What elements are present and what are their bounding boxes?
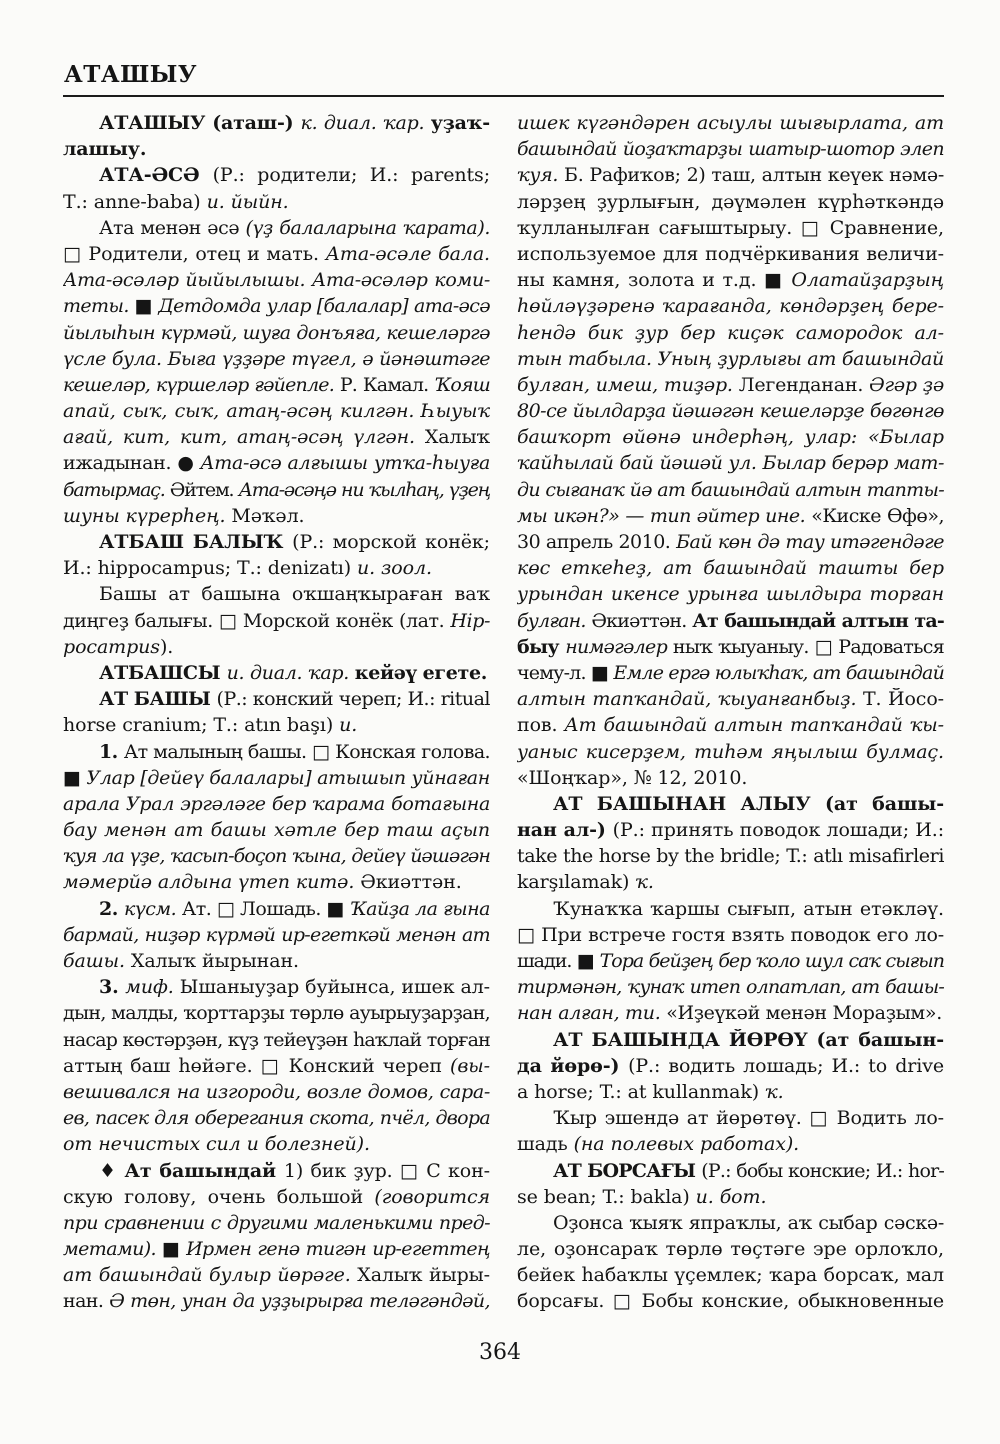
text-run: И.: hippocampus; Т.: denizatı) xyxy=(63,557,357,580)
text-run: Әйтем. xyxy=(169,478,239,501)
text-run: 2. xyxy=(99,897,125,920)
text-run: үсле була. Быға үҙҙәре түгел, ә йәнәштәге xyxy=(63,347,490,370)
text-run: ҡ. xyxy=(635,871,654,894)
text-run: ). xyxy=(159,635,174,658)
text-run: апай, сыҡ, сыҡ, атаң-әсәң килгән. Һыуыҡ xyxy=(63,400,490,423)
text-run: и. бот. xyxy=(695,1185,767,1208)
text-line xyxy=(63,1238,490,1264)
text-line xyxy=(517,583,944,609)
text-run: бейек һабаҡлы үҫемлек; ҡара борсаҡ, мал xyxy=(517,1264,944,1287)
text-run: ат башындай булыр йөрәге. xyxy=(63,1264,358,1287)
text-run: да йөрө-) xyxy=(517,1054,629,1077)
text-run: көс еткеһеҙ, ат башындай ташты бер xyxy=(517,557,944,580)
text-line xyxy=(63,531,490,557)
text-run: АТБАШ БАЛЫҠ xyxy=(99,531,293,553)
text-run: a horse; T.: at kullanmak) xyxy=(517,1080,766,1103)
text-line xyxy=(63,1264,490,1290)
text-line xyxy=(517,1290,944,1316)
text-line xyxy=(517,400,944,426)
text-line xyxy=(517,374,944,400)
text-run: кешеләр, күршеләр ғәйепле. xyxy=(63,373,340,396)
text-run: Ата менән әсә xyxy=(99,216,246,239)
text-run: АТ БАШЫ xyxy=(99,688,217,711)
text-run: ■ xyxy=(162,1238,187,1261)
text-run: Олатайҙарҙың xyxy=(791,269,944,292)
text-run: Бай көн дә тау итәгендәге xyxy=(676,531,944,553)
text-run: уаныс кисерҙем, тиһәм яңылыш булмаҫ. xyxy=(517,740,944,763)
text-run: ҡ. xyxy=(765,1080,784,1103)
text-run: Легенданан. xyxy=(738,373,870,396)
text-run: ижадынан. ● xyxy=(63,452,201,475)
text-line xyxy=(63,662,490,688)
text-run: и. xyxy=(339,714,358,737)
text-run: АТ БАШЫНДА ЙӨРӨҮ (ат башын- xyxy=(553,1028,944,1051)
text-run: аттың баш һөйәге. □ Конский череп xyxy=(63,1054,451,1077)
text-line xyxy=(517,348,944,374)
text-line xyxy=(517,819,944,845)
text-run: от нечистых сил и болезней). xyxy=(63,1133,370,1156)
text-run: Ҡунаҡҡа ҡаршы сығып, атын етәкләү. xyxy=(553,897,944,920)
text-line xyxy=(63,269,490,295)
text-run: horse cranium; Т.: atın başı) xyxy=(63,714,340,737)
text-line xyxy=(63,1029,490,1055)
text-run: Башы ат башына оҡшаңҡыраған ваҡ xyxy=(99,583,490,606)
text-run: Ышаныуҙар буйынса, ишек ал- xyxy=(179,976,490,999)
text-run: □ При встрече гостя взять поводок его ло- xyxy=(517,923,944,946)
text-run: ишек күгәндәрен асыулы шығырлата, ат xyxy=(517,112,944,134)
text-run: 1) бик ҙур. □ С кон- xyxy=(283,1159,490,1182)
text-line xyxy=(63,767,490,793)
text-run: дын, малды, ҡорттарҙы төрлө ауырыуҙарҙан, xyxy=(63,1002,490,1025)
text-line xyxy=(517,269,944,295)
text-line xyxy=(63,688,490,714)
text-line xyxy=(517,741,944,767)
text-run: миф. xyxy=(125,976,180,999)
text-run: Ат башындай алтын та- xyxy=(692,609,944,632)
text-line xyxy=(517,112,944,138)
text-run: ев, пасек для оберегания скота, пчёл, двора xyxy=(63,1107,490,1130)
text-run: «Шоңҡар», № 12, 2010. xyxy=(517,766,748,789)
text-line xyxy=(517,1081,944,1107)
text-run: Оҙонса ҡыяҡ япраҡлы, аҡ сыбар сәскә- xyxy=(553,1211,944,1234)
text-line xyxy=(517,1002,944,1028)
text-run: «Киске Өфө», xyxy=(811,504,944,527)
text-run: АТАШЫУ (аташ-) xyxy=(99,112,301,134)
text-run: Р. Камал. xyxy=(339,373,435,396)
text-run: Халыҡ xyxy=(424,426,490,449)
text-line xyxy=(517,610,944,636)
text-run: Т.: anne-baba) xyxy=(63,190,207,213)
text-run: ■ xyxy=(134,295,159,318)
text-run: Ат башындай алтын тапҡандай ҡы- xyxy=(564,714,944,737)
text-line xyxy=(63,138,490,164)
text-line xyxy=(63,898,490,924)
text-line xyxy=(63,1212,490,1238)
text-run: (Р.: морской конёк; xyxy=(292,531,490,553)
text-run: вешивался на изгороди, возле домов, сара- xyxy=(63,1080,490,1103)
text-run: Мәҡәл. xyxy=(231,504,305,527)
text-line xyxy=(517,452,944,478)
text-line xyxy=(63,1186,490,1212)
text-run: мы икән?» — тип әйтер ине. xyxy=(517,504,812,527)
text-run: башы. xyxy=(63,950,131,972)
text-line xyxy=(63,741,490,767)
text-line xyxy=(63,112,490,138)
text-run: шадь xyxy=(517,1133,574,1156)
text-line xyxy=(517,1264,944,1290)
text-line xyxy=(63,374,490,400)
text-line xyxy=(63,191,490,217)
text-line xyxy=(517,950,944,976)
page-number: 364 xyxy=(479,1340,521,1365)
text-run: Ҡайҙа ла ғына xyxy=(349,897,490,920)
text-run: ди сығанаҡ йә ат башындай алтын тапты- xyxy=(517,478,944,501)
text-line xyxy=(63,348,490,374)
text-run: Емле ергә юлыҡһаҡ, ат башындай xyxy=(613,661,944,684)
text-line xyxy=(63,924,490,950)
text-run: ♦ xyxy=(99,1159,125,1182)
text-line xyxy=(517,1238,944,1264)
text-run: шуны күрерһең. xyxy=(63,504,232,527)
text-run: (Р.: водить лошадь; И.: to drive xyxy=(628,1054,944,1077)
text-run: Ата-әсәңә ни ҡылһаң, үҙең xyxy=(238,478,490,501)
text-run: ҡуя. xyxy=(517,164,565,187)
text-run: ҡуя ла үҙе, ҡасып-боҫоп ҡына, дейеү йәшәгән xyxy=(63,845,490,868)
text-run: ■ xyxy=(63,766,87,789)
text-line xyxy=(517,845,944,871)
text-run: нан алған, ти. xyxy=(517,1002,667,1025)
text-line xyxy=(63,1055,490,1081)
text-run: ныҡ ҡыуаныу. □ Радоваться xyxy=(672,635,944,658)
text-run: ны камня, золота и т.д. ■ xyxy=(517,269,792,292)
text-run: Т. Йосо- xyxy=(862,688,944,711)
text-run: Ҡояш xyxy=(434,373,490,396)
text-run: Халыҡ йырынан. xyxy=(130,950,299,972)
text-run: Детдомда улар [балалар] ата-әсә xyxy=(158,295,490,318)
text-run: se bean; T.: bakla) xyxy=(517,1185,696,1208)
text-line xyxy=(517,793,944,819)
text-line xyxy=(63,479,490,505)
text-run: к. диал. ҡар. xyxy=(300,112,431,134)
text-line xyxy=(63,714,490,740)
text-run: 80-се йылдарҙа йәшәгән кешеләрҙе бөгөнгө xyxy=(517,400,944,423)
text-run: (Р.: конский череп; И.: ritual xyxy=(216,688,490,711)
text-run: нан. xyxy=(63,1290,110,1313)
text-run: мәмерйә алдына үтеп китә. xyxy=(63,871,361,894)
text-run: Халыҡ йыры- xyxy=(357,1264,490,1287)
text-line xyxy=(63,793,490,819)
text-line xyxy=(63,400,490,426)
text-run: скую голову, очень большой xyxy=(63,1185,375,1208)
column-right xyxy=(517,112,944,1317)
text-line xyxy=(517,217,944,243)
text-line xyxy=(517,295,944,321)
text-line xyxy=(63,1160,490,1186)
text-line xyxy=(517,924,944,950)
text-line xyxy=(517,1212,944,1238)
text-line xyxy=(517,1133,944,1159)
text-line xyxy=(517,636,944,662)
text-run: нимәгәлер xyxy=(565,635,673,658)
text-run: и. зоол. xyxy=(356,557,432,580)
text-line xyxy=(63,295,490,321)
text-run: уҙаҡ- xyxy=(430,112,490,134)
text-line xyxy=(517,426,944,452)
text-run: башҡорт өйөнә индерһәң, улар: «Былар xyxy=(517,426,944,449)
text-line xyxy=(517,322,944,348)
text-line xyxy=(517,688,944,714)
text-run: Тора бейҙең бер ҡоло шул саҡ сығып xyxy=(599,950,944,972)
text-run: насар көстәрҙән, күҙ тейеүҙән һаҡлай торған xyxy=(63,1028,490,1051)
text-line xyxy=(63,1290,490,1316)
text-run: күсм. xyxy=(124,897,182,920)
text-run: булған, имеш, тиҙәр. xyxy=(517,373,739,396)
text-run: Әкиәттән. xyxy=(591,609,693,632)
text-line xyxy=(517,662,944,688)
text-line xyxy=(517,243,944,269)
text-run: булған. xyxy=(517,609,592,632)
text-line xyxy=(63,583,490,609)
header-rule xyxy=(63,95,944,97)
text-run: йылыһын күрмәй, шуға донъяға, кешеләргә xyxy=(63,321,490,344)
text-line xyxy=(517,714,944,740)
text-run: ҡайһылай бай йәшәй ул. Былар берәр мат- xyxy=(517,452,944,475)
text-run: и. диал. ҡар. xyxy=(226,661,355,684)
text-run: арала Урал эргәләге бер ҡарама ботағына xyxy=(63,792,490,815)
text-line xyxy=(517,479,944,505)
text-run: Ҡыр эшендә ат йөрөтөү. □ Водить ло- xyxy=(553,1107,944,1130)
text-line xyxy=(517,1107,944,1133)
text-line xyxy=(517,767,944,793)
text-run: Улар [дейеү балалары] атышып уйнаған xyxy=(86,766,490,789)
text-line xyxy=(63,845,490,871)
text-run: Ата-әсә алғышы утҡа-һыуға xyxy=(200,452,490,475)
text-run: һендә бик ҙур бер киҫәк самородок ал- xyxy=(517,321,944,344)
text-line xyxy=(517,1186,944,1212)
text-run: шади. ■ xyxy=(517,950,600,972)
text-run: урындан икенсе урынға шылдыра торған xyxy=(517,583,944,606)
text-run: (вы- xyxy=(450,1054,490,1077)
text-line xyxy=(63,1133,490,1159)
text-run: pocampus xyxy=(63,635,160,658)
text-run: Ат. □ Лошадь. ■ xyxy=(181,897,350,920)
text-line xyxy=(517,531,944,557)
text-line xyxy=(63,1081,490,1107)
text-line xyxy=(63,217,490,243)
text-line xyxy=(63,976,490,1002)
text-run: «Иҙеүкәй менән Мораҙым». xyxy=(666,1002,942,1025)
text-run: (үҙ балаларына ҡарата). xyxy=(245,216,490,239)
text-run: 1. xyxy=(99,740,124,763)
text-line xyxy=(63,819,490,845)
text-run: теты. xyxy=(63,295,135,318)
text-run: АТ БОРСАҒЫ xyxy=(553,1159,702,1182)
text-run: АТА-ӘСӘ xyxy=(99,164,213,187)
text-line xyxy=(517,1055,944,1081)
text-run: 30 апрель 2010. xyxy=(517,531,677,553)
text-line xyxy=(517,191,944,217)
text-run: лашыу. xyxy=(63,138,147,161)
text-run: ағай, кит, кит, атаң-әсәң үлгән. xyxy=(63,426,425,449)
text-line xyxy=(63,636,490,662)
text-run: алтын тапҡандай, ҡыуанғанбыҙ. xyxy=(517,688,863,711)
text-line xyxy=(517,164,944,190)
text-run: диңгеҙ балығы. □ Морской конёк (лат. xyxy=(63,609,451,632)
text-run: чему-л. ■ xyxy=(517,661,614,684)
text-run: нан ал-) xyxy=(517,819,613,842)
text-line xyxy=(517,1160,944,1186)
text-line xyxy=(517,505,944,531)
text-line xyxy=(517,557,944,583)
text-run: быу xyxy=(517,635,566,658)
text-run: и. йыйн. xyxy=(206,190,289,213)
running-head: АТАШЫУ xyxy=(64,61,198,88)
text-run: ле, оҙонсараҡ төрлө төҫтәге эре орлоҡло, xyxy=(517,1238,944,1261)
text-line xyxy=(63,1002,490,1028)
text-run: пов. xyxy=(517,714,565,737)
text-line xyxy=(63,950,490,976)
text-run: Ата-әсәле бала. xyxy=(325,242,490,265)
text-run: метами). xyxy=(63,1238,163,1261)
text-run: тын табыла. Уның ҙурлығы ат башындай xyxy=(517,347,944,370)
text-run: Әкиәттән. xyxy=(360,871,462,894)
text-run: Ата-әсәләр йыйылышы. Ата-әсәләр коми- xyxy=(63,269,490,292)
text-line xyxy=(63,164,490,190)
text-run: Ат малының башы. □ Конская голова. xyxy=(123,740,490,763)
text-run: karşılamak) xyxy=(517,871,636,894)
text-run: take the horse by the bridle; T.: atlı misafirleri xyxy=(517,845,944,868)
text-run: □ Родители, отец и мать. xyxy=(63,242,326,265)
text-run: ләрҙең ҙурлығын, дәүмәлен күрһәткәндә xyxy=(517,190,944,213)
text-line xyxy=(63,243,490,269)
text-run: Ирмен генә тигән ир-егеттең xyxy=(186,1238,490,1261)
text-line xyxy=(63,452,490,478)
text-run: бау менән ат башы хәтле бер таш аҫып xyxy=(63,819,490,842)
text-run: (Р.: родители; И.: parents; xyxy=(212,164,490,187)
text-run: Ә төн, унан да уҙҙырырға теләгәндәй, xyxy=(109,1290,490,1313)
text-run: при сравнении с другими маленькими пред- xyxy=(63,1211,490,1234)
text-line xyxy=(517,871,944,897)
text-line xyxy=(63,426,490,452)
text-line xyxy=(63,557,490,583)
text-run: Ат башындай xyxy=(124,1159,284,1182)
text-run: борсағы. □ Бобы конские, обыкновенные xyxy=(517,1290,944,1313)
column-left xyxy=(63,112,490,1317)
text-run: тирмәнән, ҡунаҡ итеп олпатлап, ат башы- xyxy=(517,976,944,999)
text-run: Hip- xyxy=(450,609,490,632)
text-run: ҡулланылған сағыштырыу. □ Сравнение, xyxy=(517,216,944,239)
text-line xyxy=(63,1107,490,1133)
dictionary-columns xyxy=(63,112,944,1317)
text-line xyxy=(63,322,490,348)
text-line xyxy=(63,871,490,897)
text-line xyxy=(517,898,944,924)
text-run: (Р.: принять поводок лошади; И.: xyxy=(612,819,944,842)
text-run: (говорится xyxy=(374,1185,490,1208)
text-run: башындай йоҙаҡтарҙы шатыр-шотор элеп xyxy=(517,138,944,161)
text-run: батырмаҫ. xyxy=(63,478,170,501)
text-run: 3. xyxy=(99,976,126,999)
text-run: (на полевых работах). xyxy=(573,1133,800,1156)
text-run: Әгәр ҙә xyxy=(869,373,944,396)
text-run: АТ БАШЫНАН АЛЫУ (ат башы- xyxy=(553,792,944,815)
text-line xyxy=(517,138,944,164)
text-line xyxy=(517,976,944,1002)
text-run: Б. Рафиҡов; 2) таш, алтын кеүек нәмә- xyxy=(564,164,944,187)
text-line xyxy=(63,505,490,531)
text-run: (Р.: бобы конские; И.: hor- xyxy=(701,1159,944,1182)
text-run: используемое для подчёркивания величи- xyxy=(517,242,944,265)
text-run: АТБАШСЫ xyxy=(99,661,227,684)
text-run: кейәү егете. xyxy=(354,661,488,684)
text-line xyxy=(63,610,490,636)
text-run: бармай, ниҙәр күрмәй ир-егеткәй менән ат xyxy=(63,923,490,946)
text-run: һөйләүҙәренә ҡарағанда, көндәрҙең бере- xyxy=(517,295,944,318)
text-line xyxy=(517,1029,944,1055)
